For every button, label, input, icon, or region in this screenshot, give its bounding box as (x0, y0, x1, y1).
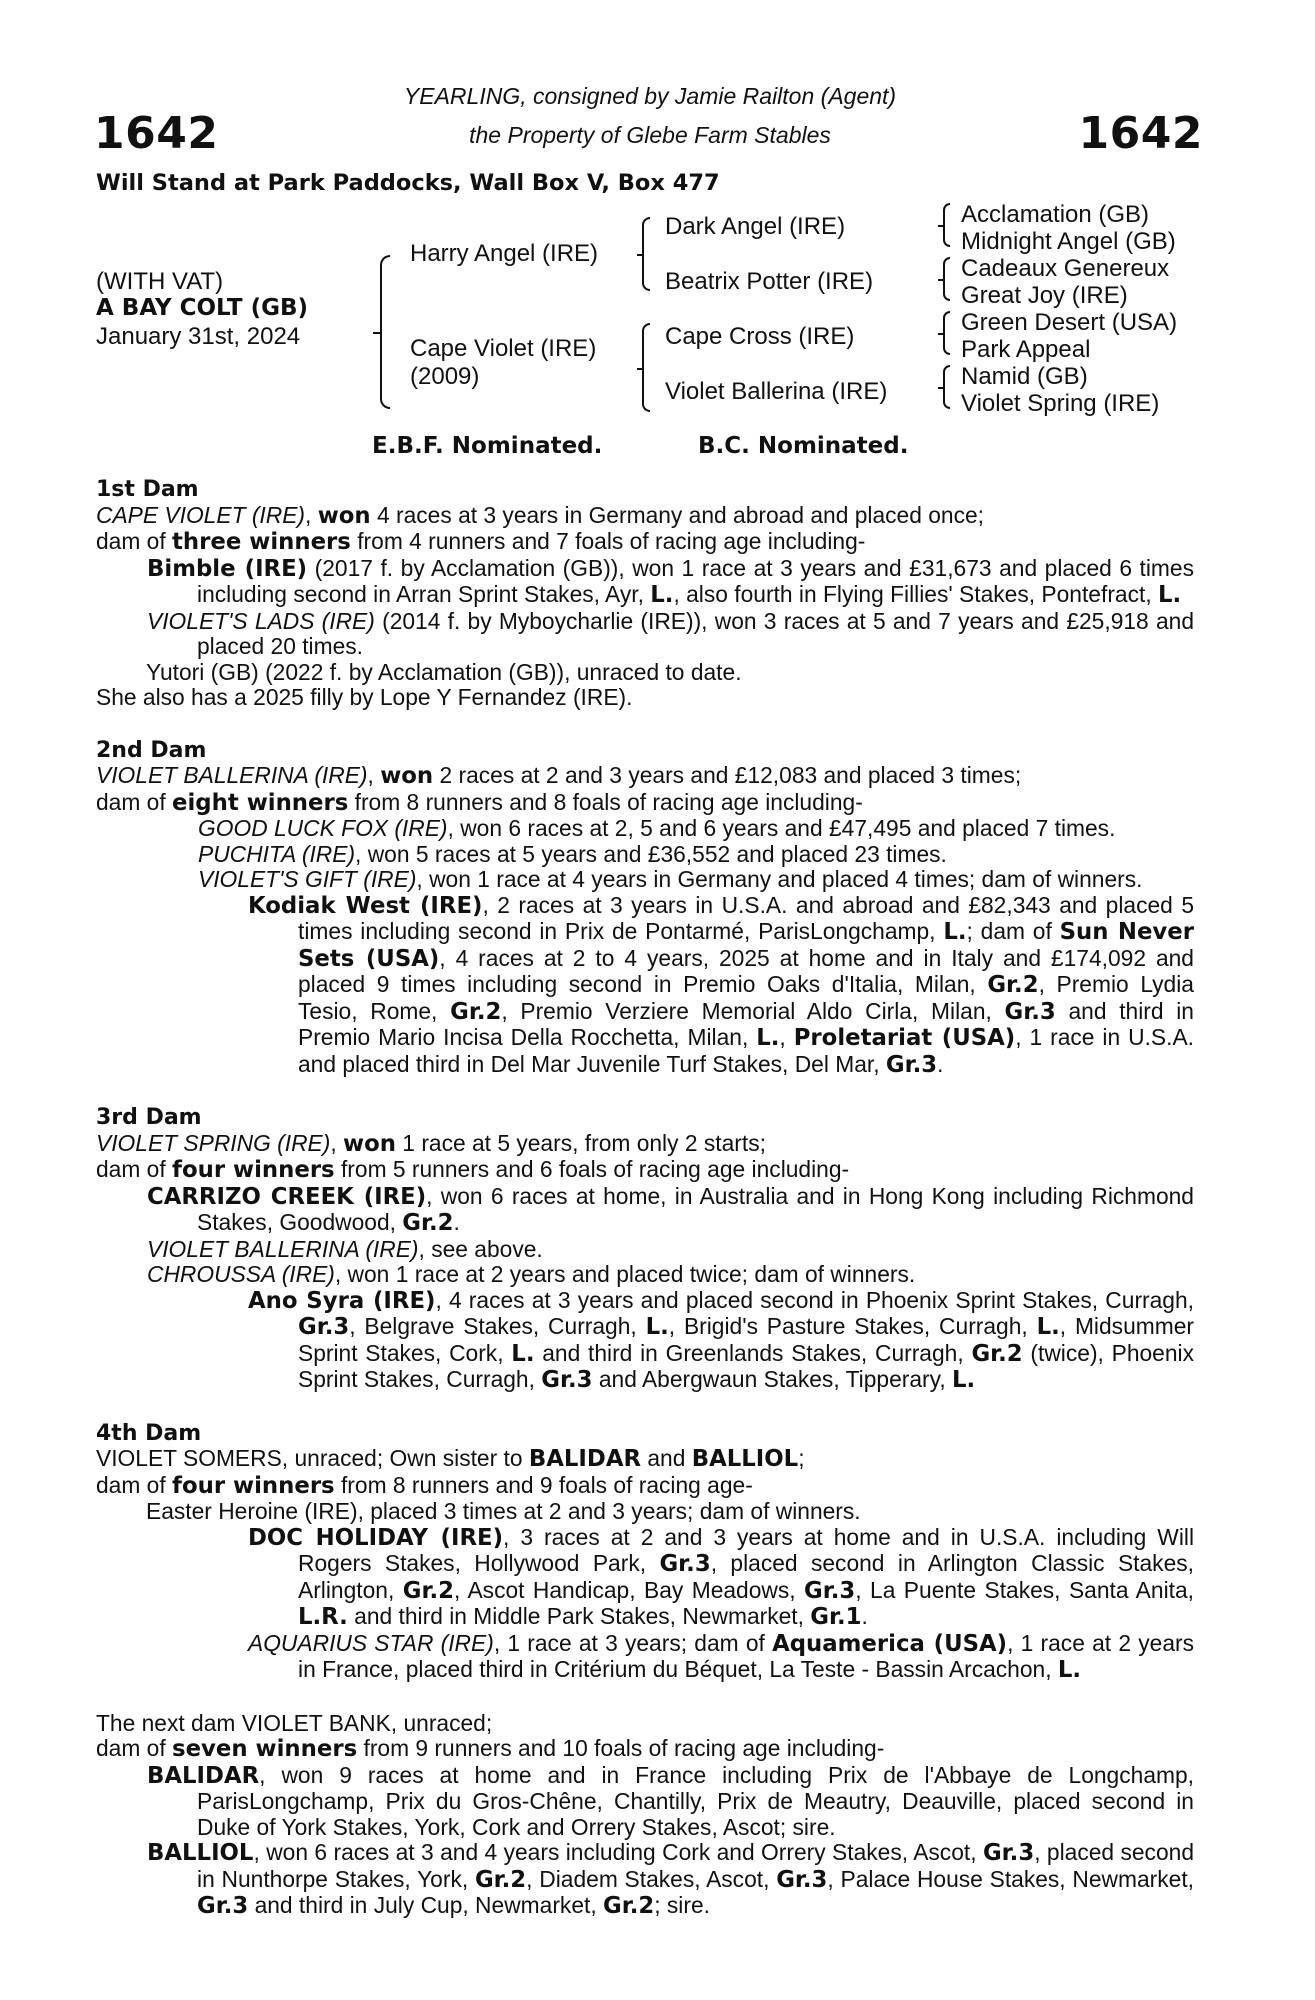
text: , Midsummer Sprint Stakes, Cork, (298, 1313, 1195, 1366)
produce-entry (96, 556, 1194, 609)
stand-line: Will Stand at Park Paddocks, Wall Box V, Box 477 (96, 170, 720, 196)
gen3-5: Green Desert (USA) (961, 309, 1178, 336)
text: from 9 runners and 10 foals of racing age including- (357, 1735, 885, 1761)
won-label: won (343, 1130, 396, 1157)
text: , Premio Verziere Memorial Aldo Cirla, Milan, (501, 997, 1005, 1024)
text: dam of (96, 1471, 173, 1498)
horse-name-italic: AQUARIUS STAR (IRE) (248, 1629, 494, 1656)
text: , placed second in Nunthorpe Stakes, York, (197, 1839, 1194, 1892)
text: dam of (96, 788, 173, 815)
vat-note: (WITH VAT) (96, 268, 224, 295)
race-grade: Gr.3 (541, 1367, 593, 1393)
next-dam-produce-line (96, 1736, 1194, 1763)
horse-name-bold: Sun Never Sets (USA) (298, 919, 1194, 972)
pedigree-brace-dam (642, 323, 650, 412)
produce-entry (96, 1840, 1194, 1920)
text: , won 6 races at 3 and 4 years including Cork and Orrery Stakes, Ascot, (253, 1839, 983, 1865)
horse-name: A BAY COLT (GB) (96, 295, 309, 321)
produce-note: She also has a 2025 filly by Lope Y Fernandez (IRE). (96, 684, 633, 710)
pedigree-brace-main (380, 255, 390, 409)
produce-entry (96, 1763, 1194, 1841)
text: , won 5 races at 5 years and £36,552 and placed 23 times. (355, 840, 947, 867)
race-grade: Gr.2 (603, 1893, 655, 1919)
text: , 4 races at 3 years and placed second in Phoenix Sprint Stakes, Curragh, (435, 1286, 1194, 1313)
text: from 8 runners and 9 foals of racing age- (334, 1471, 753, 1498)
pedigree-brace-sire (642, 217, 650, 291)
race-grade: Gr.3 (982, 1840, 1035, 1866)
race-grade: Gr.2 (987, 972, 1039, 998)
text: and third in Middle Park Stakes, Newmarket, (347, 1603, 811, 1629)
race-grade: Gr.3 (659, 1551, 711, 1577)
gen3-4: Great Joy (IRE) (961, 282, 1128, 309)
horse-name-bold: Proletariat (USA) (793, 1025, 1016, 1051)
horse-name-italic: CHROUSSA (IRE) (147, 1261, 335, 1287)
text: ; sire. (654, 1892, 710, 1918)
produce-entry (96, 1288, 1194, 1394)
text: , won 6 races at 2, 5 and 6 years and £47,495 and placed 7 times. (447, 815, 1116, 841)
race-grade: L. (645, 1314, 669, 1340)
winners-count: four winners (172, 1472, 335, 1499)
race-grade: Gr.3 (298, 1314, 350, 1340)
produce-entry (96, 893, 1194, 1079)
first-dam-line (96, 503, 1194, 530)
horse-name-italic: VIOLET BALLERINA (IRE) (147, 1235, 419, 1262)
text: , (779, 1024, 794, 1050)
horse-name-bold: BALIDAR (147, 1762, 260, 1789)
gen3-1: Acclamation (GB) (961, 201, 1150, 228)
race-grade: L. (511, 1340, 535, 1367)
produce-entry (96, 1631, 1194, 1684)
first-dam-won: won (317, 502, 371, 529)
gen3-6: Park Appeal (961, 336, 1091, 363)
horse-name-italic: GOOD LUCK FOX (IRE) (198, 815, 448, 841)
text: , won 6 races at home, in Australia and in Hong Kong including Richmond Stakes, Goodwood, (197, 1182, 1194, 1235)
horse-name-italic: VIOLET'S GIFT (IRE) (198, 866, 417, 892)
produce-entry (96, 1184, 1194, 1237)
text: , 3 races at 2 and 3 years at home and in U.S.A. including Will Rogers Stakes, Hollywood Park, (298, 1523, 1195, 1576)
text: dam of (96, 1735, 173, 1761)
text: , placed second in Arlington Classic Stakes, Arlington, (298, 1550, 1194, 1603)
text: , Belgrave Stakes, Curragh, (349, 1313, 646, 1339)
horse-name-bold: BALIDAR (528, 1446, 642, 1472)
horse-name-italic: VIOLET'S LADS (IRE) (147, 607, 375, 634)
race-grade: Gr.3 (776, 1866, 828, 1893)
horse-name-bold: BALLIOL (147, 1840, 254, 1866)
second-dam-name: VIOLET BALLERINA (IRE) (96, 762, 368, 788)
race-grade: Gr.3 (197, 1893, 249, 1919)
first-dam-name: CAPE VIOLET (IRE) (96, 501, 306, 528)
text: from 4 runners and 7 foals of racing age including- (350, 528, 866, 554)
race-grade: L. (952, 1367, 976, 1393)
race-grade: Gr.2 (450, 998, 502, 1025)
sire-sire: Dark Angel (IRE) (665, 213, 846, 240)
first-dam-sep: , (305, 501, 318, 528)
race-grade: L. (650, 582, 674, 608)
third-dam-line (96, 1131, 1194, 1158)
text: (twice), Phoenix Sprint Stakes, Curragh, (298, 1339, 1195, 1392)
lot-number-left: 1642 (94, 108, 219, 159)
horse-name-bold: CARRIZO CREEK (IRE) (147, 1183, 427, 1210)
text: , Diadem Stakes, Ascot, (526, 1865, 777, 1892)
text: from 5 runners and 6 foals of racing age including- (334, 1156, 850, 1182)
horse-name-bold: Kodiak West (IRE) (248, 892, 483, 919)
race-grade: L. (1036, 1314, 1060, 1340)
pedigree-brace-g4 (943, 365, 950, 409)
section-gap (96, 711, 1194, 738)
text: , Ascot Handicap, Bay Meadows, (453, 1576, 805, 1603)
text: , 1 race at 3 years; dam of (493, 1629, 773, 1656)
second-dam-line (96, 763, 1194, 790)
first-dam-produce-line (96, 529, 1194, 556)
third-dam-produce-line (96, 1157, 1194, 1184)
produce-entry (96, 1262, 1194, 1288)
text: and Abergwaun Stakes, Tipperary, (592, 1366, 952, 1392)
race-grade: L.R. (298, 1604, 348, 1630)
text: from 8 runners and 8 foals of racing age including- (348, 788, 863, 815)
race-grade: L. (943, 919, 967, 945)
dam-sire: Cape Cross (IRE) (665, 323, 855, 350)
ebf-nominated: E.B.F. Nominated. (372, 433, 603, 459)
text: ; (798, 1445, 805, 1471)
text: . (861, 1603, 868, 1629)
text: , see above. (418, 1235, 543, 1262)
text: (2017 f. by Acclamation (GB)), won 1 race at 3 years and £31,673 and placed 6 times including second in Arran Sprint Stakes, Ayr, (197, 554, 1194, 607)
property-line: the Property of Glebe Farm Stables (469, 122, 831, 148)
race-grade: Gr.3 (885, 1051, 938, 1078)
pedigree-brace-g2 (943, 257, 950, 301)
produce-entry (96, 609, 1194, 660)
second-dam-heading: 2nd Dam (96, 737, 207, 763)
fourth-dam-produce-line (96, 1473, 1194, 1500)
winners-count: four winners (172, 1157, 335, 1183)
text: 2 races at 2 and 3 years and £12,083 and placed 3 times; (433, 762, 1022, 788)
winners-count: seven winners (172, 1736, 358, 1762)
produce-entry (96, 1237, 1194, 1263)
text: and third in July Cup, Newmarket, (248, 1892, 603, 1918)
text: , 1 race at 2 years in France, placed third in Critérium du Béquet, La Teste - Bassin Arcachon, (298, 1629, 1194, 1682)
race-grade: Gr.3 (1004, 998, 1056, 1025)
next-dam-line: The next dam VIOLET BANK, unraced; (96, 1709, 493, 1736)
second-dam-produce-line (96, 790, 1194, 817)
race-grade: Gr.2 (402, 1577, 454, 1604)
dam-dam: Violet Ballerina (IRE) (665, 378, 888, 405)
foaling-date: January 31st, 2024 (96, 323, 301, 350)
gen3-7: Namid (GB) (961, 363, 1088, 390)
consignor-line: YEARLING, consigned by Jamie Railton (Agent) (403, 83, 897, 109)
horse-name-bold: BALLIOL (691, 1446, 799, 1472)
lot-number-right: 1642 (1078, 108, 1203, 159)
text: , 2 races at 3 years in U.S.A. and abroad and £82,343 and placed 5 times including second in Prix de Pontarmé, ParisLongchamp, (298, 891, 1194, 944)
text: . (453, 1209, 460, 1235)
race-grade: Gr.3 (804, 1577, 856, 1604)
text: and third in Greenlands Stakes, Curragh, (534, 1339, 972, 1366)
section-gap (96, 1394, 1194, 1421)
text: dam of (96, 528, 173, 554)
race-grade: L. (1158, 582, 1182, 608)
dam-year: (2009) (410, 363, 480, 390)
text: 1 race at 5 years, from only 2 starts; (395, 1129, 766, 1156)
race-grade: Gr.1 (810, 1604, 862, 1630)
text: , won 1 race at 4 years in Germany and placed 4 times; dam of winners. (416, 866, 1143, 892)
produce-entry (96, 1525, 1194, 1631)
horse-name-bold: Aquamerica (USA) (772, 1630, 1008, 1657)
horse-name-italic: PUCHITA (IRE) (198, 840, 356, 867)
pedigree-brace-g3 (943, 311, 950, 355)
dam: Cape Violet (IRE) (410, 335, 597, 362)
race-grade: Gr.2 (474, 1866, 527, 1893)
produce-entry (96, 842, 1194, 868)
won-label: won (380, 763, 434, 789)
text: ; dam of (966, 918, 1060, 944)
race-grade: Gr.2 (402, 1210, 454, 1236)
text: , won 9 races at home and in France including Prix de l'Abbaye de Longchamp, ParisLongchamp, Prix du Gros-Chêne, Chantilly, Prix de Meautry, Deauville, placed second in Duke of York Stakes, York, Cork and Orrery Stakes, Ascot; sire. (197, 1761, 1194, 1840)
text: VIOLET SOMERS, unraced; Own sister to (96, 1445, 529, 1471)
horse-name-bold: Ano Syra (IRE) (248, 1287, 436, 1314)
text: , (367, 762, 381, 788)
section-gap (96, 1684, 1194, 1711)
winners-count: eight winners (172, 789, 349, 816)
section-gap (96, 1078, 1194, 1105)
race-grade: L. (756, 1025, 780, 1051)
bc-nominated: B.C. Nominated. (698, 433, 909, 459)
produce-entry: Easter Heroine (IRE), placed 3 times at 2 and 3 years; dam of winners. (146, 1498, 861, 1524)
race-grade: Gr.2 (971, 1340, 1023, 1367)
text: , also fourth in Flying Fillies' Stakes, Pontefract, (673, 581, 1158, 607)
gen3-2: Midnight Angel (GB) (961, 228, 1176, 255)
produce-entry: Yutori (GB) (2022 f. by Acclamation (GB)), unraced to date. (146, 658, 742, 685)
third-dam-heading: 3rd Dam (96, 1105, 202, 1130)
third-dam-name: VIOLET SPRING (IRE) (96, 1129, 331, 1156)
text: . (937, 1050, 944, 1077)
horse-name-bold: Bimble (IRE) (147, 555, 308, 582)
text: , won 1 race at 2 years and placed twice; dam of winners. (334, 1261, 916, 1287)
fourth-dam-line (96, 1446, 1194, 1473)
produce-entry (96, 867, 1194, 893)
text: , Brigid's Pasture Stakes, Curragh, (668, 1313, 1037, 1339)
fourth-dam-heading: 4th Dam (96, 1420, 202, 1446)
text: , La Puente Stakes, Santa Anita, (855, 1576, 1194, 1603)
text: , 1 race in U.S.A. and placed third in Del Mar Juvenile Turf Stakes, Del Mar, (298, 1024, 1194, 1077)
gen3-3: Cadeaux Genereux (961, 255, 1170, 282)
first-dam-record: 4 races at 3 years in Germany and abroad and placed once; (370, 501, 984, 528)
sire-dam: Beatrix Potter (IRE) (665, 268, 874, 295)
text: and (641, 1445, 692, 1471)
first-dam-heading: 1st Dam (96, 477, 199, 502)
text: , Palace House Stakes, Newmarket, (827, 1865, 1194, 1892)
text: , 4 races at 2 to 4 years, 2025 at home and in Italy and £174,092 and placed 9 times including second in Premio Oaks d'Italia, Milan, (298, 944, 1194, 997)
gen3-8: Violet Spring (IRE) (961, 390, 1160, 417)
text: dam of (96, 1156, 173, 1182)
horse-name-bold: DOC HOLIDAY (IRE) (248, 1524, 504, 1551)
race-grade: L. (1057, 1657, 1082, 1683)
produce-entry (96, 816, 1194, 842)
text: , (330, 1129, 344, 1156)
text: (2014 f. by Myboycharlie (IRE)), won 3 races at 5 and 7 years and £25,918 and placed 20 times. (197, 607, 1195, 659)
pedigree-brace-g1 (943, 203, 950, 247)
sire: Harry Angel (IRE) (410, 240, 599, 267)
catalogue-body (96, 477, 1194, 1920)
winners-count: three winners (172, 529, 351, 555)
text: and third in Premio Mario Incisa Della Rocchetta, Milan, (298, 997, 1194, 1050)
text: , Premio Lydia Tesio, Rome, (298, 971, 1194, 1024)
